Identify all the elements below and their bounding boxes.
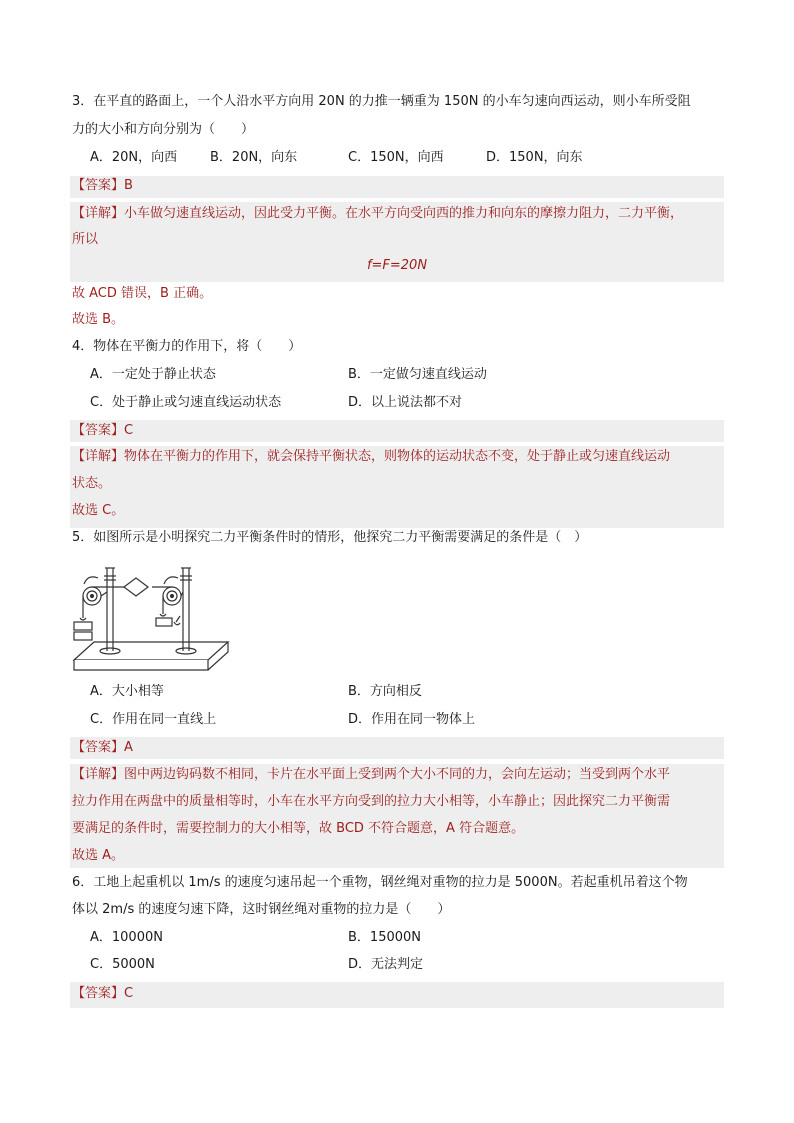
q5-option-c: C．作用在同一直线上 [90,712,217,727]
q4-detail-line1 [72,447,670,467]
answer-tag: 【答案】 [72,423,125,438]
q5-option-a: A．大小相等 [90,684,164,699]
q3-conclusion1: 故 ACD 错误，B 正确。 [72,286,213,301]
q3-formula: f=F=20N [366,258,428,273]
q4-stem: 4．物体在平衡力的作用下，将（ ） [72,339,302,354]
q5-detail-line1 [72,765,670,785]
q4-conclusion: 故选 C。 [72,503,125,518]
q3-conclusion2: 故选 B。 [72,312,125,327]
detail-text: 小车做匀速直线运动，因此受力平衡。在水平方向受向西的推力和向东的摩擦力阻力，二力平衡， [124,206,684,221]
q6-answer-band [70,982,724,1008]
q6-option-b: B．15000N [348,930,421,945]
answer-value: C [124,423,134,438]
q3-option-d: D．150N，向东 [486,150,583,165]
q3-detail-line2: 所以 [72,232,99,247]
detail-tag: 【详解】 [72,767,125,782]
q4-answer-band [70,420,724,442]
q6-option-d: D．无法判定 [348,957,424,972]
q4-option-d: D．以上说法都不对 [348,395,463,410]
q5-option-b: B．方向相反 [348,684,422,699]
q5-detail-line3: 要满足的条件时，需要控制力的大小相等，故 BCD 不符合题意，A 符合题意。 [72,821,525,836]
q5-stem: 5．如图所示是小明探究二力平衡条件时的情形，他探究二力平衡需要满足的条件是（ ） [72,530,588,545]
answer-value: B [124,178,133,193]
q6-stem-line2: 体以 2m/s 的速度匀速下降，这时钢丝绳对重物的拉力是（ ） [72,902,451,917]
detail-text: 物体在平衡力的作用下，就会保持平衡状态，则物体的运动状态不变，处于静止或匀速直线运动 [124,449,671,464]
q3-option-c: C．150N，向西 [348,150,444,165]
q3-stem-line1: 3．在平直的路面上，一个人沿水平方向用 20N 的力推一辆重为 150N 的小车匀速向西运动，则小车所受阻 [72,94,691,109]
q4-option-c: C．处于静止或匀速直线运动状态 [90,395,282,410]
q5-answer-band [70,737,724,759]
answer-tag: 【答案】 [72,740,125,755]
q4-option-b: B．一定做匀速直线运动 [348,367,487,382]
q5-detail-line2: 拉力作用在两盘中的质量相等时，小车在水平方向受到的拉力大小相等，小车静止；因此探究二力平衡需 [72,794,671,809]
q6-option-c: C．5000N [90,957,155,972]
q3-option-b: B．20N，向东 [210,150,298,165]
q4-answer [72,421,133,441]
answer-tag: 【答案】 [72,178,125,193]
q3-option-a: A．20N，向西 [90,150,178,165]
q3-answer [72,176,133,196]
answer-tag: 【答案】 [72,986,125,1001]
q5-conclusion: 故选 A。 [72,848,125,863]
answer-value: A [124,740,133,755]
q5-answer [72,738,133,758]
answer-value: C [124,986,134,1001]
q6-answer [72,984,133,1004]
q3-answer-band [70,176,724,198]
q3-stem-line2: 力的大小和方向分别为（ ） [72,122,255,137]
detail-tag: 【详解】 [72,206,125,221]
q6-option-a: A．10000N [90,930,163,945]
detail-text: 图中两边钩码数不相同，卡片在水平面上受到两个大小不同的力，会向左运动；当受到两个水平 [124,767,671,782]
two-force-balance-apparatus-figure [70,556,232,676]
detail-tag: 【详解】 [72,449,125,464]
q4-option-a: A．一定处于静止状态 [90,367,216,382]
q5-option-d: D．作用在同一物体上 [348,712,476,727]
q6-stem-line1: 6．工地上起重机以 1m/s 的速度匀速吊起一个重物，钢丝绳对重物的拉力是 5000N。若起重机吊着这个物 [72,875,688,890]
q4-detail-line2: 状态。 [72,476,112,491]
q3-detail-line1 [72,204,683,224]
